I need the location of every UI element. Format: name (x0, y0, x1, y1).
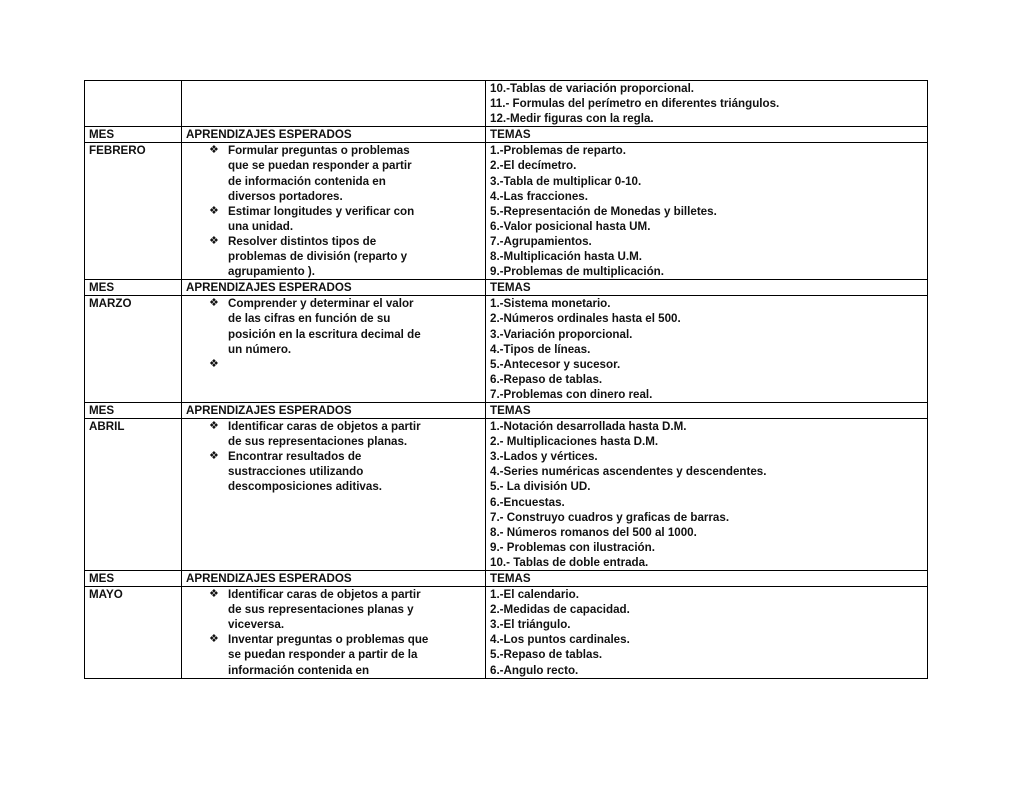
temas-cell (486, 143, 928, 280)
planning-table-body (85, 81, 928, 679)
aprendizajes-cell (182, 419, 486, 571)
month-cell (85, 143, 182, 280)
mes-header: MES (89, 572, 115, 585)
tema-item: 9.-Problemas de multiplicación. (490, 265, 664, 279)
month-name: MARZO (89, 297, 132, 311)
tema-item: 5.-Repaso de tablas. (490, 648, 603, 662)
aprendizaje-line: ❖ Inventar preguntas o problemas que (209, 633, 429, 647)
tema-item: 7.-Problemas con dinero real. (490, 387, 653, 401)
temas-header-cell (486, 571, 928, 587)
month-name: ABRIL (89, 420, 125, 434)
tema-item: 3.-Variación proporcional. (490, 327, 633, 341)
diamond-bullet-icon: ❖ (209, 234, 219, 247)
tema-item: 6.-Angulo recto. (490, 663, 579, 677)
mes-header-cell (85, 571, 182, 587)
tema-item: 2.-El decímetro. (490, 159, 577, 173)
aprendizaje-line: un número. (228, 342, 292, 356)
aprendizaje-line: de sus representaciones planas y (228, 603, 414, 617)
tema-item: 7.-Agrupamientos. (490, 234, 592, 248)
tema-item: 2.- Multiplicaciones hasta D.M. (490, 435, 659, 449)
month-content-row (85, 587, 928, 679)
aprendizaje-line: diversos portadores. (228, 189, 343, 203)
temas-cell (486, 587, 928, 679)
month-cell (85, 296, 182, 403)
temas-header-cell (486, 280, 928, 296)
month-cell (85, 587, 182, 679)
aprendizaje-line: ❖ Estimar longitudes y verificar con (209, 204, 415, 218)
temas-header: TEMAS (490, 403, 531, 417)
month-cell (85, 419, 182, 571)
month-header-row (85, 402, 928, 418)
tema-item: 6.-Repaso de tablas. (490, 372, 603, 386)
aprendizaje-line: de sus representaciones planas. (228, 435, 408, 449)
month-header-row (85, 127, 928, 143)
aprendizajes-cell (182, 143, 486, 280)
tema-item: 6.-Encuestas. (490, 495, 565, 509)
tema-item: 5.-Representación de Monedas y billetes. (490, 204, 717, 218)
tema-item: 3.-El triángulo. (490, 618, 571, 632)
aprendizajes-header-cell (182, 402, 486, 418)
temas-header-cell (486, 402, 928, 418)
tema-item: 8.-Multiplicación hasta U.M. (490, 250, 643, 264)
mes-header: MES (89, 281, 115, 295)
tema-item: 7.- Construyo cuadros y graficas de barras. (490, 510, 730, 524)
temas-header-cell (486, 127, 928, 143)
empty-month-cell (85, 81, 182, 127)
tema-item: 4.-Las fracciones. (490, 189, 588, 203)
diamond-bullet-icon: ❖ (209, 297, 219, 310)
aprendizaje-line: ❖ Identificar caras de objetos a partir (209, 420, 421, 434)
aprendizaje-line: información contenida en (228, 663, 370, 677)
aprendizajes-header: APRENDIZAJES ESPERADOS (186, 128, 352, 142)
aprendizaje-line: agrupamiento ). (228, 265, 315, 279)
tema-item: 2.-Medidas de capacidad. (490, 603, 630, 617)
diamond-bullet-icon: ❖ (209, 588, 219, 601)
tema-item: 10.-Tablas de variación proporcional. (490, 82, 695, 95)
tema-item: 3.-Tabla de multiplicar 0-10. (490, 174, 642, 188)
aprendizaje-line (186, 357, 481, 372)
aprendizaje-line: viceversa. (228, 618, 285, 632)
aprendizajes-header-cell (182, 280, 486, 296)
tema-item: 2.-Números ordinales hasta el 500. (490, 312, 681, 326)
aprendizaje-line: se puedan responder a partir de la (228, 648, 418, 662)
top-temas-cell (486, 81, 928, 127)
tema-item: 4.-Tipos de líneas. (490, 342, 591, 356)
tema-item: 11.- Formulas del perímetro en diferentes triángulos. (490, 97, 780, 111)
tema-item: 4.-Los puntos cardinales. (490, 633, 630, 647)
aprendizaje-line: sustracciones utilizando (228, 465, 364, 479)
aprendizajes-header-cell (182, 127, 486, 143)
month-name: FEBRERO (89, 144, 146, 158)
tema-item: 4.-Series numéricas ascendentes y descendentes. (490, 465, 767, 479)
month-content-row (85, 296, 928, 403)
empty-aprendizajes-cell (182, 81, 486, 127)
aprendizaje-line: una unidad. (228, 219, 294, 233)
month-content-row (85, 419, 928, 571)
month-header-row (85, 571, 928, 587)
tema-item: 1.-Sistema monetario. (490, 297, 611, 311)
diamond-bullet-icon: ❖ (209, 144, 219, 157)
tema-item: 5.-Antecesor y sucesor. (490, 357, 621, 371)
temas-cell (486, 419, 928, 571)
month-content-row (85, 143, 928, 280)
planning-table (84, 80, 928, 679)
tema-item: 10.- Tablas de doble entrada. (490, 555, 649, 569)
tema-item: 3.-Lados y vértices. (490, 450, 598, 464)
mes-header: MES (89, 128, 115, 142)
aprendizaje-line: problemas de división (reparto y (228, 250, 408, 264)
mes-header-cell (85, 127, 182, 143)
temas-header: TEMAS (490, 128, 531, 142)
aprendizajes-cell (182, 296, 486, 403)
month-name: MAYO (89, 588, 123, 602)
top-continuation-row (85, 81, 928, 127)
aprendizaje-line: que se puedan responder a partir (228, 159, 412, 173)
tema-item: 1.-Problemas de reparto. (490, 144, 626, 158)
month-header-row (85, 280, 928, 296)
aprendizaje-line: ❖ Formular preguntas o problemas (209, 144, 410, 158)
tema-item: 9.- Problemas con ilustración. (490, 540, 655, 554)
aprendizajes-cell (182, 587, 486, 679)
aprendizaje-line: posición en la escritura decimal de (228, 327, 421, 341)
aprendizajes-header: APRENDIZAJES ESPERADOS (186, 572, 352, 585)
tema-item: 8.- Números romanos del 500 al 1000. (490, 525, 697, 539)
mes-header: MES (89, 403, 115, 417)
mes-header-cell (85, 280, 182, 296)
tema-item: 1.-Notación desarrollada hasta D.M. (490, 420, 687, 434)
tema-item: 5.- La división UD. (490, 480, 591, 494)
aprendizaje-line: ❖ Encontrar resultados de (209, 450, 362, 464)
diamond-bullet-icon: ❖ (209, 633, 219, 646)
aprendizaje-line: de las cifras en función de su (228, 312, 391, 326)
tema-item: 6.-Valor posicional hasta UM. (490, 219, 651, 233)
temas-cell (486, 296, 928, 403)
aprendizaje-line: descomposiciones aditivas. (228, 480, 382, 494)
diamond-bullet-icon: ❖ (209, 204, 219, 217)
aprendizaje-line: ❖ Resolver distintos tipos de (209, 234, 377, 248)
diamond-bullet-icon: ❖ (209, 357, 219, 370)
temas-header: TEMAS (490, 281, 531, 295)
aprendizaje-line: de información contenida en (228, 174, 386, 188)
aprendizaje-line: ❖ Identificar caras de objetos a partir (209, 588, 421, 602)
tema-item: 12.-Medir figuras con la regla. (490, 112, 654, 126)
aprendizajes-header: APRENDIZAJES ESPERADOS (186, 403, 352, 417)
mes-header-cell (85, 402, 182, 418)
temas-header: TEMAS (490, 572, 531, 585)
diamond-bullet-icon: ❖ (209, 420, 219, 433)
aprendizajes-header: APRENDIZAJES ESPERADOS (186, 281, 352, 295)
diamond-bullet-icon: ❖ (209, 450, 219, 463)
tema-item: 1.-El calendario. (490, 588, 579, 602)
aprendizaje-line: ❖ Comprender y determinar el valor (209, 297, 414, 311)
aprendizajes-header-cell (182, 571, 486, 587)
